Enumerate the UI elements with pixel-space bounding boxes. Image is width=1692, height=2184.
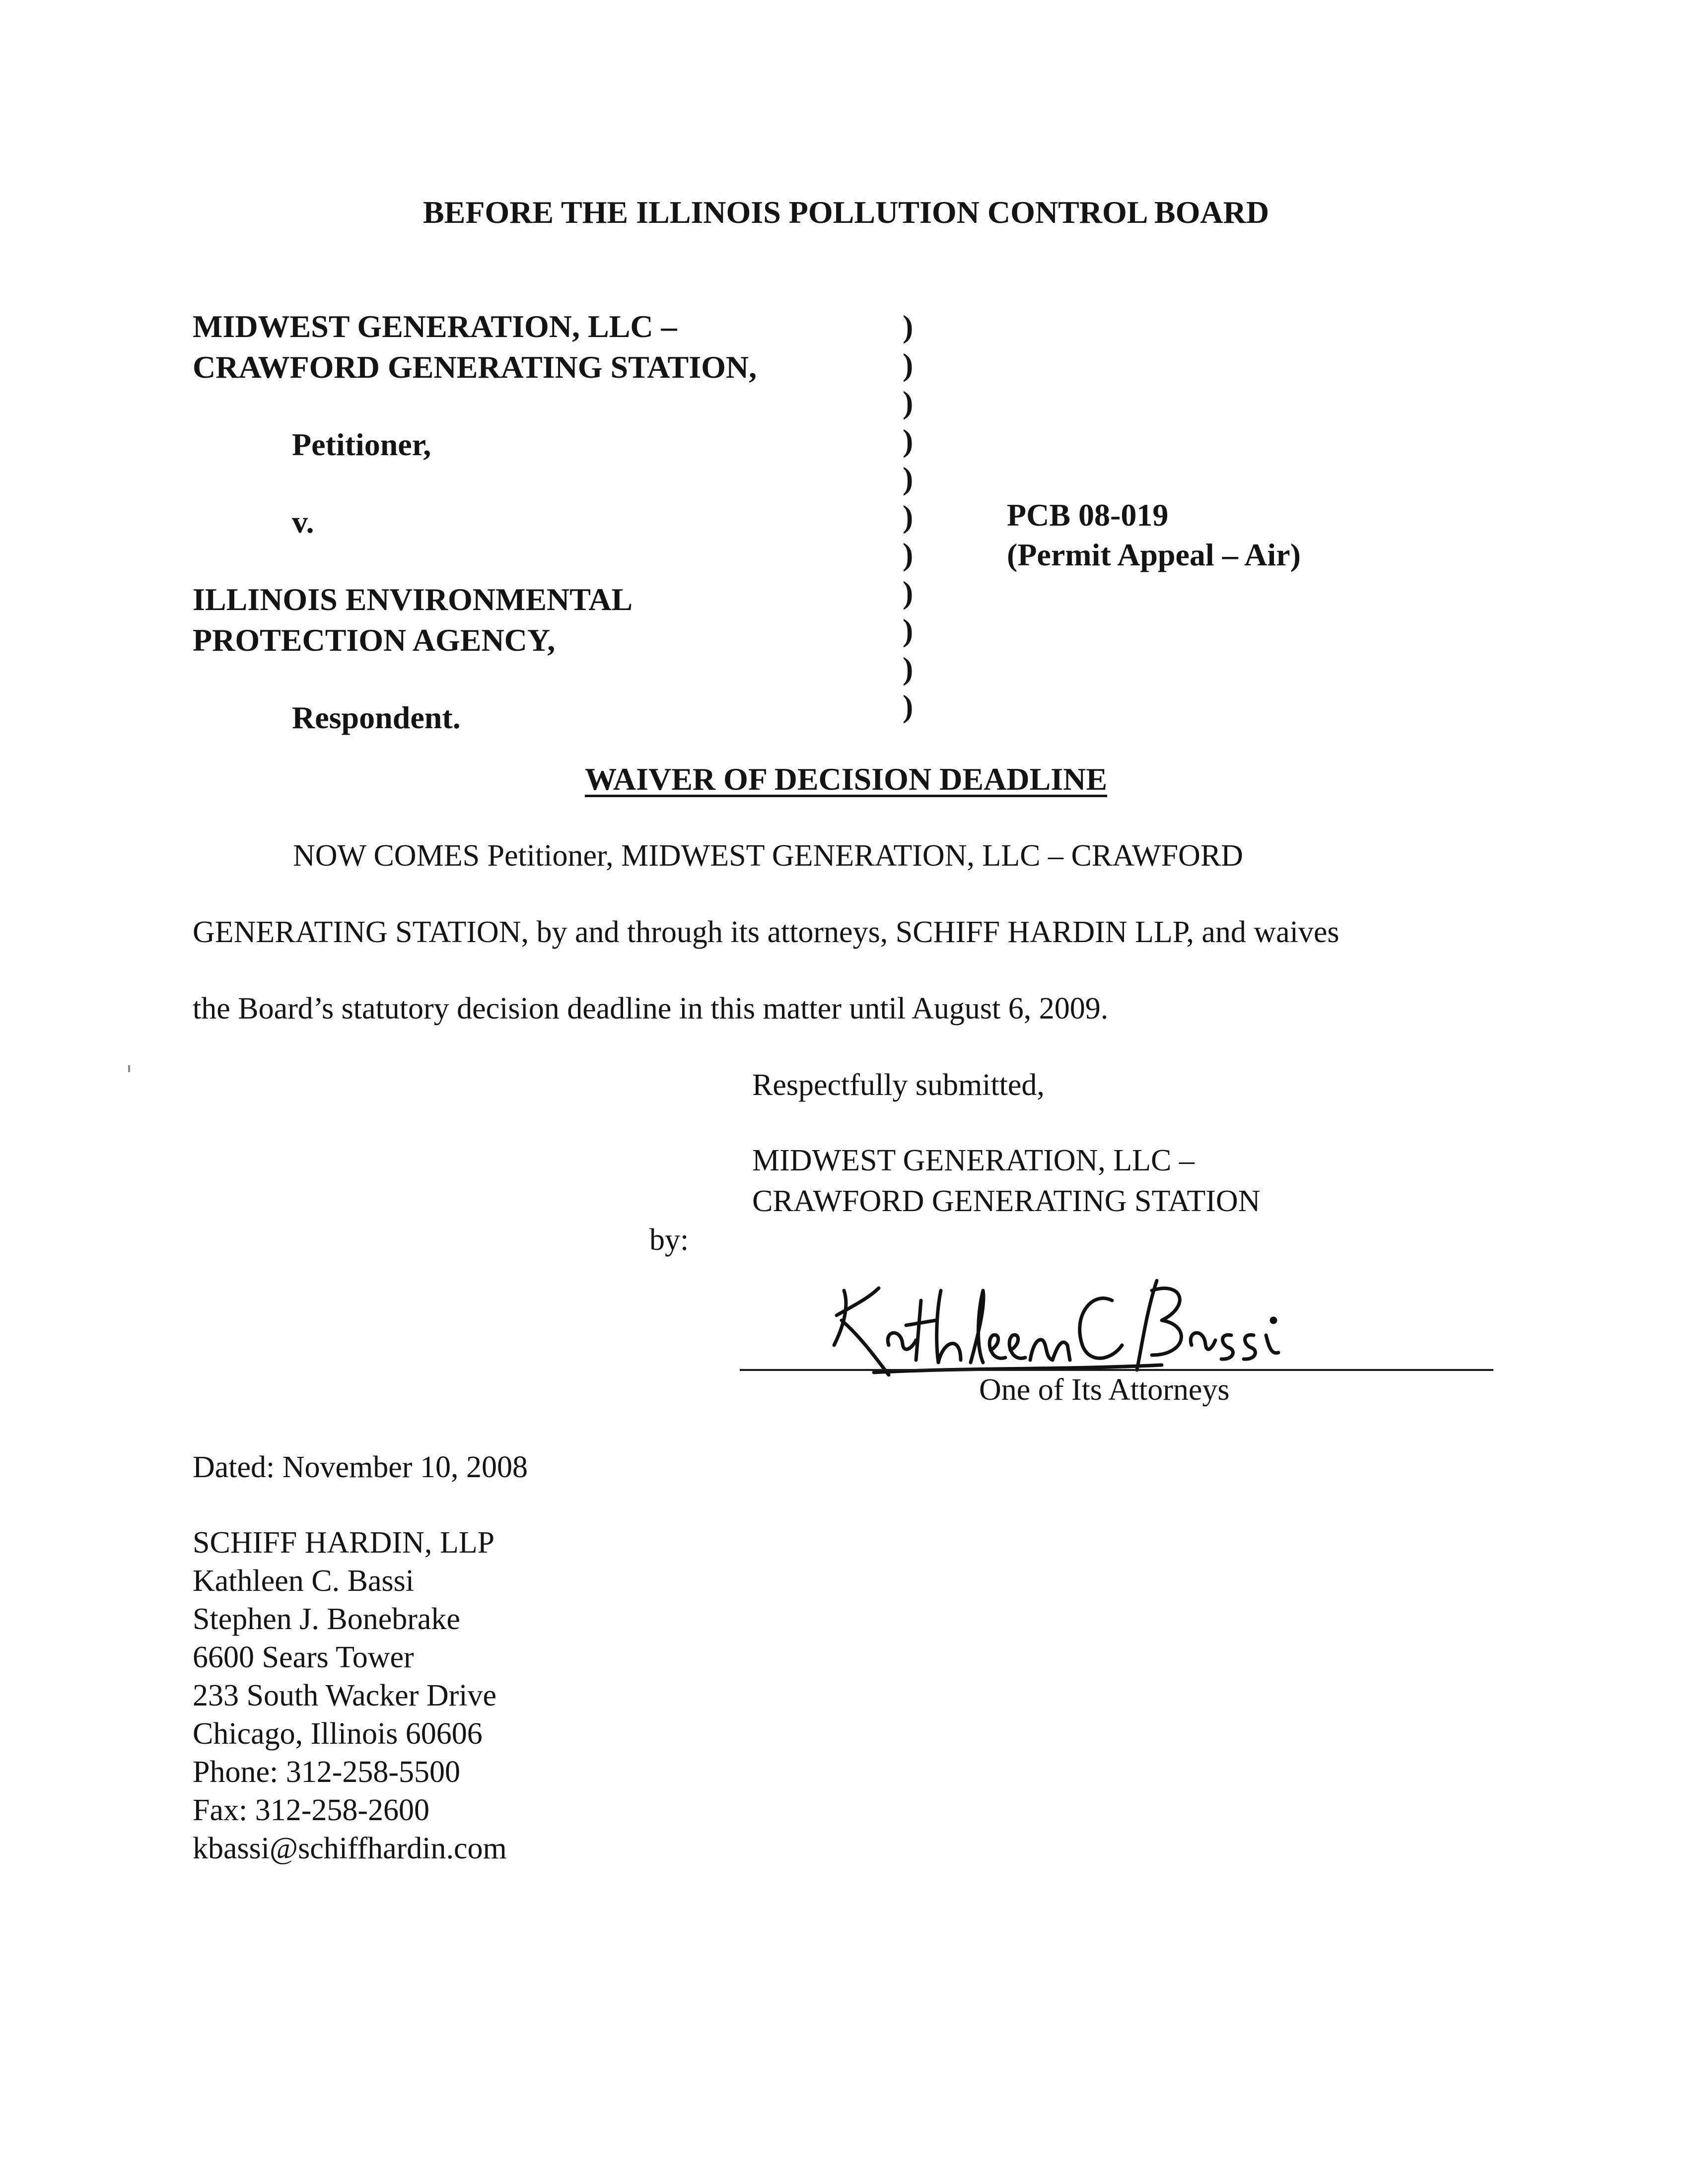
case-type: (Permit Appeal – Air) <box>1007 537 1301 572</box>
respondent-label: Respondent. <box>292 700 461 735</box>
caption-paren: ) <box>903 574 914 610</box>
phone-line: Phone: 312-258-5500 <box>193 1755 461 1789</box>
caption-paren: ) <box>903 346 914 382</box>
document-heading <box>0 760 1692 798</box>
respondent-name-line2: PROTECTION AGENCY, <box>193 622 556 658</box>
attorney-name: Stephen J. Bonebrake <box>193 1602 460 1636</box>
caption-paren: ) <box>903 537 914 572</box>
caption-paren: ) <box>903 650 914 686</box>
body-paragraph-line: NOW COMES Petitioner, MIDWEST GENERATION, LLC – CRAWFORD <box>293 839 1243 873</box>
fax-line: Fax: 312-258-2600 <box>193 1793 430 1827</box>
caption-paren: ) <box>903 385 914 420</box>
petitioner-name-line2: CRAWFORD GENERATING STATION, <box>193 349 757 385</box>
address-city: Chicago, Illinois 60606 <box>193 1717 483 1751</box>
caption-paren: ) <box>903 613 914 648</box>
signature-caption: One of Its Attorneys <box>979 1373 1230 1407</box>
attorney-name: Kathleen C. Bassi <box>193 1564 414 1598</box>
caption-paren: ) <box>903 688 914 724</box>
caption-paren: ) <box>903 498 914 534</box>
case-info <box>1007 496 1301 576</box>
document-heading-text: WAIVER OF DECISION DEADLINE <box>584 761 1108 797</box>
court-title: BEFORE THE ILLINOIS POLLUTION CONTROL BOARD <box>423 195 1269 230</box>
signing-party <box>752 1142 1260 1223</box>
versus-label: v. <box>292 504 314 540</box>
body-paragraph-line: GENERATING STATION, by and through its attorneys, SCHIFF HARDIN LLP, and waives <box>193 915 1340 949</box>
caption-bracket-column <box>903 308 917 726</box>
firm-contact-block <box>193 1524 507 1868</box>
caption-paren: ) <box>903 422 914 458</box>
address-line: 233 South Wacker Drive <box>193 1679 497 1712</box>
address-line: 6600 Sears Tower <box>193 1640 414 1674</box>
email-line: kbassi@schiffhardin.com <box>193 1832 507 1865</box>
petitioner-name-line1: MIDWEST GENERATION, LLC – <box>193 309 677 344</box>
caption-paren: ) <box>903 461 914 496</box>
date-line: Dated: November 10, 2008 <box>193 1450 528 1484</box>
signing-party-line1: MIDWEST GENERATION, LLC – <box>752 1144 1195 1177</box>
case-number: PCB 08-019 <box>1007 497 1169 533</box>
petitioner-label: Petitioner, <box>292 427 431 462</box>
signing-party-line2: CRAWFORD GENERATING STATION <box>752 1184 1261 1218</box>
body-paragraph-line: the Board’s statutory decision deadline in this matter until August 6, 2009. <box>193 992 1109 1025</box>
firm-name: SCHIFF HARDIN, LLP <box>193 1526 495 1560</box>
respondent-name-line1: ILLINOIS ENVIRONMENTAL <box>193 582 633 617</box>
closing-phrase: Respectfully submitted, <box>752 1068 1045 1102</box>
case-caption-parties <box>193 308 757 740</box>
caption-paren: ) <box>903 309 914 344</box>
scan-speck <box>128 1065 130 1072</box>
by-label: by: <box>649 1223 689 1257</box>
